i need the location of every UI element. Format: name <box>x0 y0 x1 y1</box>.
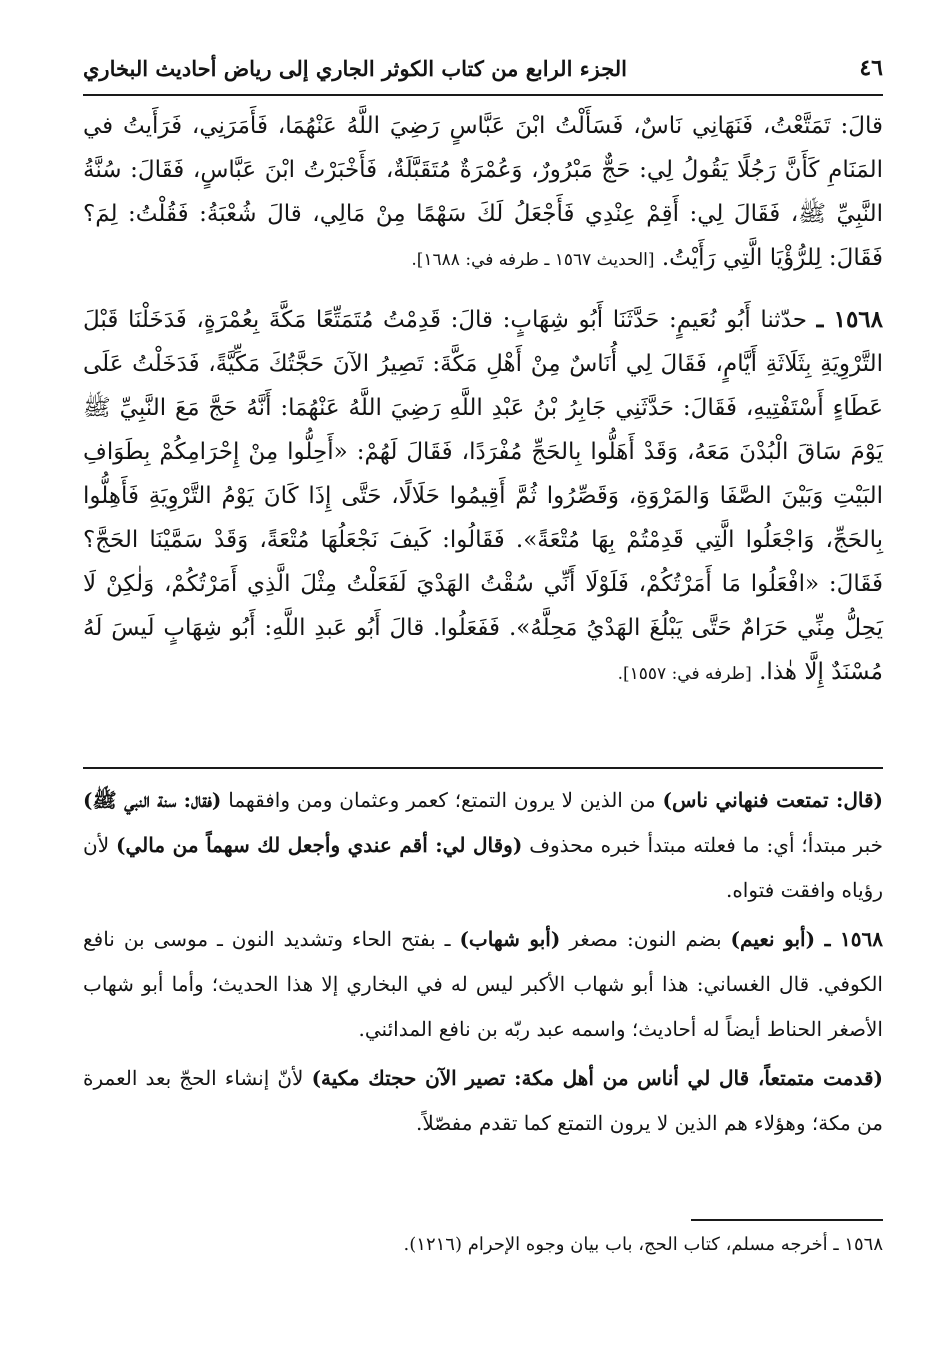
running-title: الجزء الرابع من كتاب الكوثر الجاري إلى رياض أحاديث البخاري <box>83 55 627 81</box>
page-header <box>83 48 883 88</box>
commentary <box>83 778 883 1150</box>
commentary-lemma: (وقال لي: أقم عندي وأجعل لك سهماً من مالي) <box>116 833 523 857</box>
page-number: ٤٦ <box>859 55 883 81</box>
hadith-1568-number: ١٥٦٨ ـ <box>816 306 884 333</box>
commentary-paragraph-2 <box>83 917 883 1052</box>
commentary-rule <box>83 767 883 769</box>
header-rule <box>83 94 883 96</box>
commentary-lemma: (فقال: سنة النبي ﷺ) <box>83 788 222 812</box>
commentary-text: خبر مبتدأ؛ أي: ما فعلته مبتدأ خبره محذوف <box>522 833 883 857</box>
commentary-text: من الذين لا يرون التمتع؛ كعمر وعثمان ومن وافقهما <box>221 788 663 812</box>
hadith-1568-text: حدّثنا أَبُو نُعَيمٍ: حَدَّثَنَا أَبُو شِهَابٍ: قالَ: قَدِمْتُ مُتَمَتِّعًا مَكَّةَ بِعُمْرَةٍ، فَدَخَلْنَا قَبْلَ التَّرْوِيَةِ بِثَلَاثَةِ أَيَّامٍ، فَقَالَ لِي أُنَاسٌ مِنْ أَهْلِ مَكَّةَ: تَصِيرُ الآنَ حَجَّتُكَ مَكِّيَّةً، فَدَخَلْتُ عَلَى عَطَاءٍ أَسْتَفْتِيهِ، فَقَالَ: حَدَّثَنِي جَابِرُ بْنُ عَبْدِ اللَّهِ رَضِيَ اللَّهُ عَنْهُمَا: أَنَّهُ حَجَّ مَعَ النَّبِيِّ ﷺ يَوْمَ سَاقَ الْبُدْنَ مَعَهُ، وَقَدْ أَهَلُّوا بِالحَجِّ مُفْرَدًا، فَقَالَ لَهُمْ: «أَحِلُّوا مِنْ إِحْرَامِكُمْ بِطَوَافِ البَيْتِ وَبَيْنَ الصَّفَا وَالمَرْوَةِ، وَقَصِّرُوا ثُمَّ أَقِيمُوا حَلَالًا، حَتَّى إِذَا كَانَ يَوْمُ التَّرْوِيَةِ فَأَهِلُّوا بِالحَجِّ، وَاجْعَلُوا الَّتِي قَدِمْتُمْ بِهَا مُتْعَةً». فَقَالُوا: كَيفَ نَجْعَلُهَا مُتْعَةً، وَقَدْ سَمَّيْنَا الحَجَّ؟ فَقَالَ: «افْعَلُوا مَا أَمَرْتُكُمْ، فَلَوْلَا أَنِّي سُقْتُ الهَدْيَ لَفَعَلْتُ مِثْلَ الَّذِي أَمَرْتُكُمْ، وَلٰكِنْ لَا يَحِلُّ مِنِّي حَرَامٌ حَتَّى يَبْلُغَ الهَدْيُ مَحِلَّهُ». فَفَعَلُوا. قالَ أَبُو عَبدِ اللَّهِ: أَبُو شِهَابٍ لَيسَ لَهُ مُسْنَدٌ إِلَّا هٰذا. <box>83 307 884 685</box>
hadith-1567 <box>83 104 883 282</box>
commentary-lemma: (قدمت متمتعاً، قال لي أناس من أهل مكة: تصير الآن حجتك مكية) <box>311 1066 883 1090</box>
hadith-1567-text: قالَ: تَمَتَّعْتُ، فَنَهَانِي نَاسٌ، فَسَأَلْتُ ابْنَ عَبَّاسٍ رَضِيَ اللَّهُ عَنْهُمَا، فَأَمَرَنِي، فَرَأَيتُ في المَنَامِ كَأَنَّ رَجُلًا يَقُولُ لِي: حَجٌّ مَبْرُورٌ، وَعُمْرَةٌ مُتَقَبَّلَةٌ، فَأَخْبَرْتُ ابْنَ عَبَّاسٍ، فَقَالَ: سُنَّةُ النَّبِيِّ ﷺ، فَقَالَ لِي: أَقِمْ عِنْدِي فَأَجْعَلُ لَكَ سَهْمًا مِنْ مَالِي، قالَ شُعْبَةُ: فَقُلْتُ: لِمَ؟ فَقَالَ: لِلرُّؤْيَا الَّتِي رَأَيْتُ. <box>83 113 884 271</box>
commentary-paragraph-1 <box>83 778 883 913</box>
commentary-text: لأن رؤياه وافقت فتواه. <box>83 833 883 902</box>
commentary-lemma: (أبو شهاب) <box>459 927 561 951</box>
footnote-rule <box>691 1219 883 1221</box>
hadith-1568-reference: [طرفه في: ١٥٥٧]. <box>617 664 752 684</box>
hadith-1567-reference: [الحديث ١٥٦٧ ـ طرفه في: ١٦٨٨]. <box>411 250 655 270</box>
hadith-1568 <box>83 298 883 696</box>
commentary-paragraph-3 <box>83 1056 883 1146</box>
commentary-text: ـ بفتح الحاء وتشديد النون ـ موسى بن نافع الكوفي. قال الغساني: هذا أبو شهاب الأكبر ليس له في البخاري إلا هذا الحديث؛ وأما أبو شهاب الأصغر الحناط أيضاً له أحاديث؛ واسمه عبد ربّه بن نافع المدائني. <box>83 927 883 1041</box>
commentary-lemma: (قال: تمتعت فنهاني ناس) <box>662 788 883 812</box>
commentary-text: لأنّ إنشاء الحجّ بعد العمرة من مكة؛ وهؤلاء هم الذين لا يرون التمتع كما تقدم مفصّلاً. <box>83 1066 883 1135</box>
commentary-lemma: ١٥٦٨ ـ (أبو نعيم) <box>730 927 883 951</box>
footnote: ١٥٦٨ ـ أخرجه مسلم، كتاب الحج، باب بيان وجوه الإحرام (١٢١٦). <box>403 1234 883 1255</box>
commentary-text: بضم النون: مصغر <box>560 927 731 951</box>
